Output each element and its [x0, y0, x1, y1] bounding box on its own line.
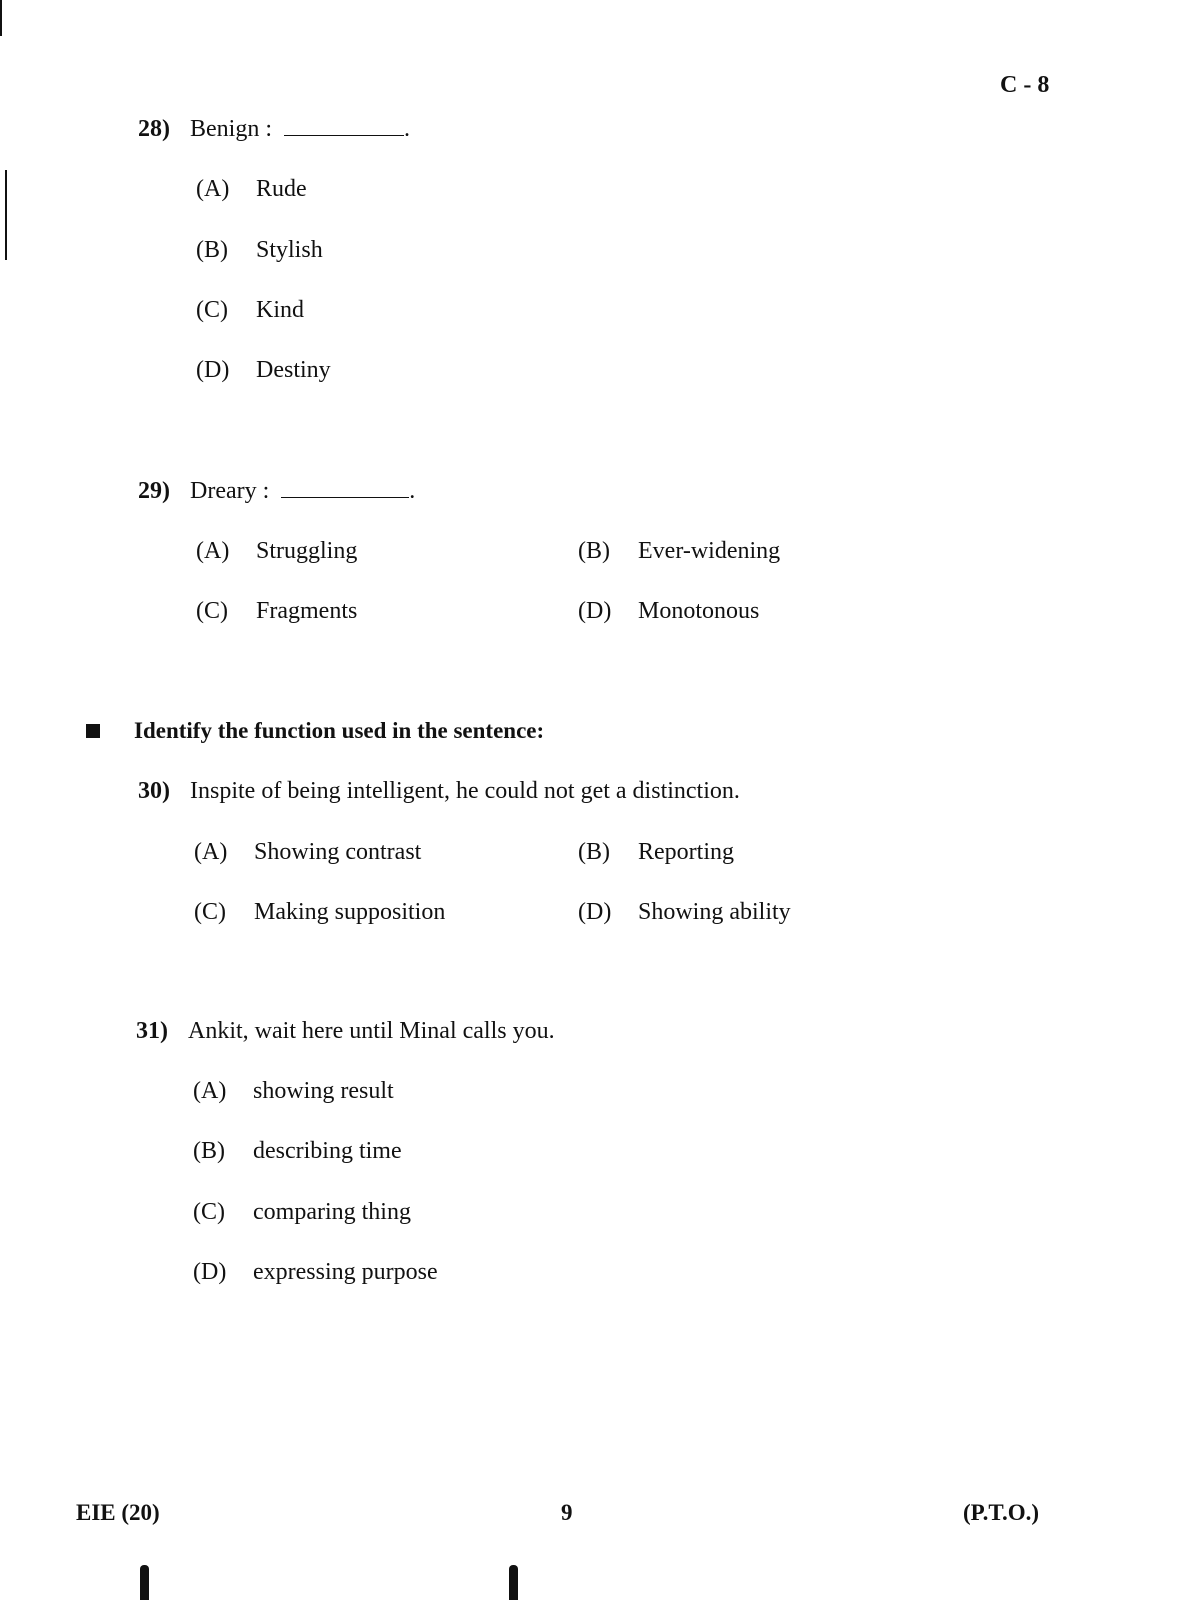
- option-text: Ever-widening: [638, 538, 781, 564]
- option-text: Reporting: [638, 839, 734, 865]
- option-a: [194, 839, 421, 866]
- option-text: expressing purpose: [253, 1259, 438, 1285]
- option-a: [193, 1078, 394, 1105]
- option-label: (C): [196, 297, 228, 323]
- option-label: (B): [193, 1138, 225, 1164]
- option-d: [193, 1259, 438, 1286]
- paper-code: C - 8: [1000, 72, 1050, 98]
- question-number: 28): [138, 116, 170, 142]
- question-30: [138, 778, 740, 805]
- option-label: (A): [193, 1078, 227, 1104]
- option-d: [578, 899, 791, 926]
- question-31: [136, 1018, 555, 1045]
- question-stem: Ankit, wait here until Minal calls you.: [188, 1018, 555, 1044]
- question-29: [138, 478, 415, 505]
- question-stem: Benign :: [190, 116, 272, 142]
- option-text: Showing contrast: [254, 839, 422, 865]
- option-text: Struggling: [256, 538, 358, 564]
- option-label: (D): [196, 357, 230, 383]
- option-label: (D): [578, 598, 612, 624]
- option-text: Showing ability: [638, 899, 791, 925]
- option-c: [196, 598, 357, 625]
- square-bullet-icon: [86, 724, 100, 738]
- option-a: [196, 176, 307, 203]
- option-b: [196, 237, 323, 264]
- option-label: (C): [196, 598, 228, 624]
- option-text: Rude: [256, 176, 307, 202]
- option-d: [196, 357, 331, 384]
- option-text: Fragments: [256, 598, 358, 624]
- question-number: 31): [136, 1018, 168, 1044]
- option-label: (B): [196, 237, 228, 263]
- question-end: .: [409, 478, 416, 504]
- option-label: (A): [194, 839, 228, 865]
- option-a: [196, 538, 357, 565]
- scan-mark: [0, 0, 2, 36]
- option-c: [196, 297, 304, 324]
- question-28: [138, 116, 410, 143]
- question-end: .: [404, 116, 410, 142]
- option-text: Stylish: [256, 237, 323, 263]
- option-text: showing result: [253, 1078, 394, 1104]
- footer-paper-code: EIE (20): [76, 1500, 160, 1525]
- answer-blank: [284, 117, 404, 136]
- option-label: (B): [578, 538, 610, 564]
- option-label: (C): [194, 899, 226, 925]
- page-number: 9: [561, 1500, 573, 1525]
- option-b: [578, 538, 780, 565]
- section-heading: [86, 718, 544, 744]
- option-label: (C): [193, 1199, 225, 1225]
- pto-note: (P.T.O.): [963, 1500, 1040, 1525]
- option-label: (B): [578, 839, 610, 865]
- option-text: comparing thing: [253, 1199, 411, 1225]
- option-text: Kind: [256, 297, 304, 323]
- option-text: describing time: [253, 1138, 402, 1164]
- option-b: [578, 839, 734, 866]
- answer-blank: [281, 479, 409, 498]
- question-number: 29): [138, 478, 170, 504]
- option-label: (A): [196, 538, 230, 564]
- scan-mark: [5, 170, 7, 260]
- option-c: [193, 1199, 411, 1226]
- option-label: (A): [196, 176, 230, 202]
- binding-mark: [140, 1565, 149, 1600]
- option-text: Monotonous: [638, 598, 760, 624]
- option-label: (D): [193, 1259, 227, 1285]
- question-stem: Inspite of being intelligent, he could not get a distinction.: [190, 778, 740, 804]
- option-text: Destiny: [256, 357, 331, 383]
- option-d: [578, 598, 759, 625]
- option-text: Making supposition: [254, 899, 446, 925]
- question-number: 30): [138, 778, 170, 804]
- option-label: (D): [578, 899, 612, 925]
- binding-mark: [509, 1565, 518, 1600]
- question-stem: Dreary :: [190, 478, 270, 504]
- option-b: [193, 1138, 402, 1165]
- section-heading-text: Identify the function used in the sentence:: [134, 718, 545, 743]
- option-c: [194, 899, 445, 926]
